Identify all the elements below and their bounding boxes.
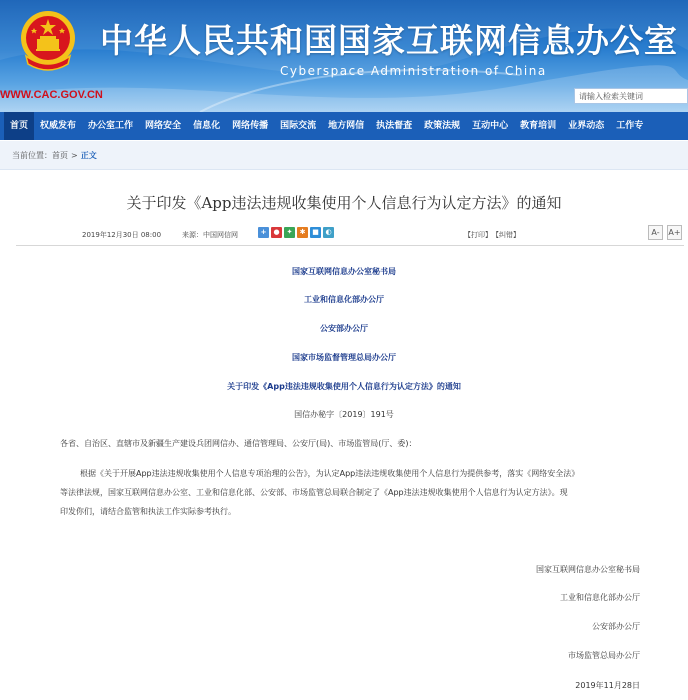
nav-item-online-communication[interactable]: 网络传播 (232, 121, 269, 131)
issuer-line: 国家市场监督管理总局办公厅 (292, 353, 396, 362)
article-meta (16, 222, 684, 246)
site-title-cn: 中华人民共和国国家互联网信息办公室 (100, 21, 678, 60)
font-decrease-button[interactable]: A- (648, 225, 663, 240)
issuer-line: 公安部办公厅 (320, 324, 368, 333)
main-nav (0, 112, 688, 140)
sign-date: 2019年11月28日 (575, 681, 640, 690)
notice-title: 关于印发《App违法违规收集使用个人信息行为认定方法》的通知 (227, 382, 461, 391)
qzone-share-icon[interactable]: ✦ (284, 227, 295, 238)
breadcrumb-separator: > (71, 151, 78, 160)
site-url[interactable]: WWW.CAC.GOV.CN (0, 89, 103, 101)
report-error-link[interactable]: 【纠错】 (492, 231, 520, 239)
body-line: 印发你们，请结合监管和执法工作实际参考执行。 (60, 507, 236, 516)
nav-item-authority-release[interactable]: 权威发布 (40, 121, 77, 131)
search-input[interactable]: 请输入检索关键词 (574, 88, 688, 104)
nav-item-industry[interactable]: 业界动态 (568, 121, 605, 131)
document-number: 国信办秘字〔2019〕191号 (294, 410, 394, 419)
site-title-en: Cyberspace Administration of China (280, 64, 547, 78)
publish-date: 2019年12月30日 08:00 (82, 231, 162, 239)
signatory: 市场监管总局办公厅 (568, 651, 640, 660)
weibo-share-icon[interactable]: + (258, 227, 269, 238)
nav-item-enforcement[interactable]: 执法督查 (376, 121, 413, 131)
breadcrumb-home-link[interactable]: 首页 (52, 151, 68, 160)
nav-item-work-topics[interactable]: 工作专 (616, 121, 644, 131)
recipients: 各省、自治区、直辖市及新疆生产建设兵团网信办、通信管理局、公安厅(局)、市场监管局(厅、委)： (60, 439, 417, 448)
renren-share-icon[interactable]: ✱ (297, 227, 308, 238)
issuer-line: 工业和信息化部办公厅 (304, 295, 384, 304)
nav-item-home[interactable]: 首页 (4, 112, 34, 140)
signatory: 国家互联网信息办公室秘书局 (536, 565, 640, 574)
nav-item-informatization[interactable]: 信息化 (193, 121, 221, 131)
font-increase-button[interactable]: A+ (667, 225, 682, 240)
breadcrumb (0, 141, 688, 170)
print-link[interactable]: 【打印】 (464, 231, 492, 239)
nav-item-local[interactable]: 地方网信 (328, 121, 365, 131)
nav-item-international[interactable]: 国际交流 (280, 121, 317, 131)
breadcrumb-label: 当前位置： (12, 151, 52, 160)
nav-item-training[interactable]: 教育培训 (520, 121, 557, 131)
wechat-share-icon[interactable]: ● (271, 227, 282, 238)
douban-share-icon[interactable]: ■ (310, 227, 321, 238)
article-title: 关于印发《App违法违规收集使用个人信息行为认定方法》的通知 (126, 194, 562, 212)
breadcrumb-current: 正文 (80, 151, 97, 160)
share-icons (258, 227, 334, 238)
body-line: 根据《关于开展App违法违规收集使用个人信息专项治理的公告》，为认定App违法违规收集使用个人信息行为提供参考，落实《网络安全法》 (80, 469, 580, 478)
header-banner (0, 0, 688, 112)
article-source: 来源：中国网信网 (182, 231, 238, 239)
signatory: 公安部办公厅 (592, 622, 640, 631)
nav-item-policy[interactable]: 政策法规 (424, 121, 461, 131)
national-emblem-icon (18, 6, 78, 76)
body-line: 等法律法规，国家互联网信息办公室、工业和信息化部、公安部、市场监管总局联合制定了《App违法违规收集使用个人信息行为认定方法》。现 (60, 488, 568, 497)
nav-item-interaction[interactable]: 互动中心 (472, 121, 509, 131)
signatory: 工业和信息化部办公厅 (560, 593, 640, 602)
more-share-icon[interactable]: ◐ (323, 227, 334, 238)
nav-item-cyber-security[interactable]: 网络安全 (145, 121, 182, 131)
nav-item-office-work[interactable]: 办公室工作 (88, 121, 134, 131)
issuer-line: 国家互联网信息办公室秘书局 (292, 267, 396, 276)
